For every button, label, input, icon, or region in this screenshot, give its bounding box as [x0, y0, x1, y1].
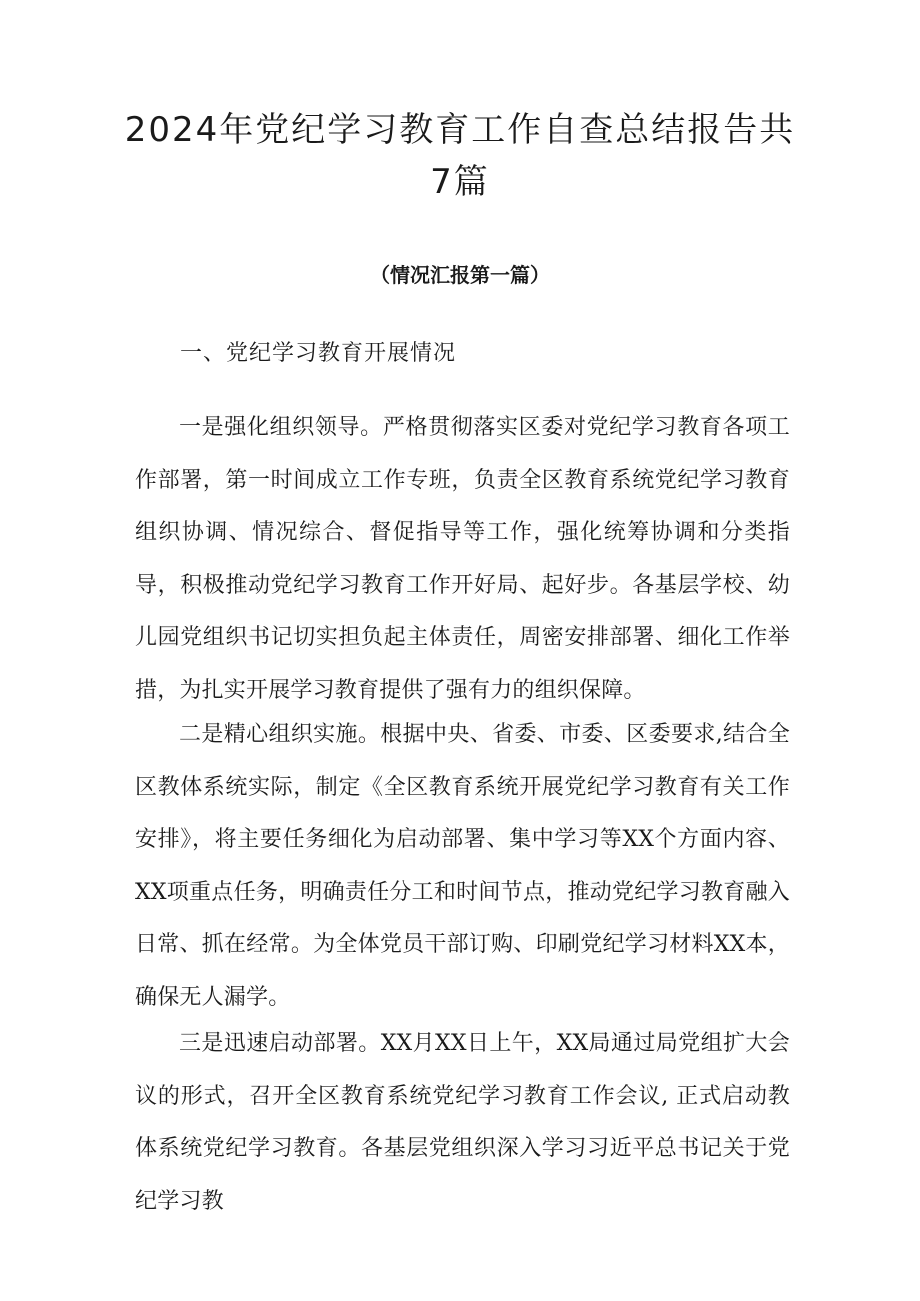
- paragraph-1-lead: 一是强化组织领导。: [179, 415, 383, 440]
- section-heading: 一、党纪学习教育开展情况: [180, 341, 457, 366]
- document-subtitle: （情况汇报第一篇）: [370, 263, 550, 287]
- paragraph-2-body: 根据中央、省委、市委、区委要求,结合全区教体系统实际，制定《全区教育系统开展党纪学习教育有关工作安排》，将主要任务细化为启动部署、集中学习等XX个方面内容、XX项重点任务，明确责任分工和时间节点，推动党纪学习教育融入日常、抓在经常。为全体党员干部订购、印刷党纪学习材料XX本，确保无人漏学。: [135, 722, 790, 1010]
- paragraph-1-body: 严格贯彻落实区委对党纪学习教育各项工作部署，第一时间成立工作专班，负责全区教育系统党纪学习教育组织协调、情况综合、督促指导等工作，强化统筹协调和分类指导，积极推动党纪学习教育工作开好局、起好步。各基层学校、幼儿园党组织书记切实担负起主体责任，周密安排部署、细化工作举措，为扎实开展学习教育提供了强有力的组织保障。: [135, 415, 790, 703]
- paragraph-3: [135, 1018, 790, 1228]
- paragraph-3-lead: 三是迅速启动部署。: [179, 1031, 381, 1056]
- paragraph-2: [135, 709, 790, 1024]
- paragraph-2-lead: 二是精心组织实施。: [179, 722, 381, 747]
- document-title: 2024年党纪学习教育工作自查总结报告共7篇: [124, 110, 796, 202]
- paragraph-1: [135, 402, 790, 717]
- paragraph-3-body: XX月XX日上午，XX局通过局党组扩大会议的形式，召开全区教育系统党纪学习教育工作会议, 正式启动教体系统党纪学习教育。各基层党组织深入学习习近平总书记关于党纪学习教: [135, 1031, 790, 1214]
